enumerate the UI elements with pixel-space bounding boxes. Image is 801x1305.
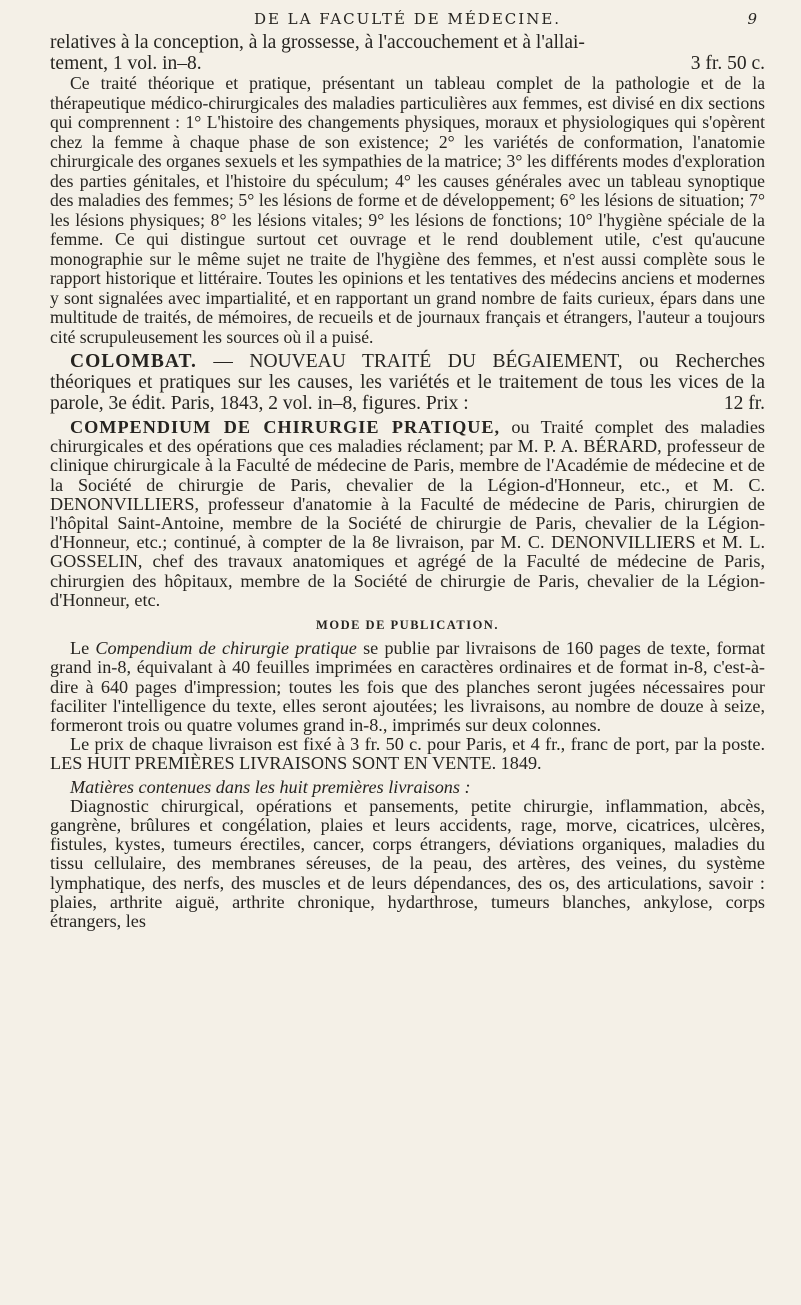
entry-intro-line1: relatives à la conception, à la grossesse, à l'accouchement et à l'allai-: [50, 32, 585, 53]
entry-colombat: [50, 351, 765, 414]
contents-list: Diagnostic chirurgical, opérations et pansements, petite chirurgie, inflammation, abcès, gangrène, brûlures et congélation, plaies et leurs accidents, rage, morve, cicatrices, ulcères, fistules, kystes, tumeurs érectiles, cancer, corps étrangers, déviations organiques, maladies du tissu cellulaire, des membranes séreuses, de la peau, des artères, des veines, du système lymphatique, des nerfs, des muscles et de leurs dépendances, des os, des articulations, savoir : plaies, arthrite aiguë, arthrite chronique, hydarthrose, tumeurs blanches, ankylose, corps étrangers, les: [50, 795, 765, 932]
price-paragraph: Le prix de chaque livraison est fixé à 3 fr. 50 c. pour Paris, et 4 fr., franc de port, par la poste. LES HUIT PREMIÈRES LIVRAISONS SONT EN VENTE. 1849.: [50, 734, 765, 774]
contents-heading: Matières contenues dans les huit premières livraisons :: [70, 776, 471, 797]
entry-price: 12 fr.: [723, 393, 765, 414]
publication-paragraph: Le Compendium de chirurgie pratique se publie par livraisons de 160 pages de texte, format grand in-8, équivalant à 40 feuilles imprimées en caractères ordinaires et de format in-8, c'est-à-dire à 640 pages d'impression; toutes les fois que des planches seront jugées nécessaires pour faciliter l'intelligence du texte, elles seront ajoutées; les livraisons, au nombre de douze à seize, formeront trois ou quatre volumes grand in-8., imprimés sur deux colonnes.: [50, 638, 765, 736]
entry-author: COLOMBAT.: [70, 351, 197, 372]
entry-description: Ce traité théorique et pratique, présentant un tableau complet de la pathologie et de la thérapeutique médico-chirurgicales des maladies particulières aux femmes, est divisé en dix sections qui comprennent : 1° L'histoire des changements physiques, moraux et physiologiques qui s'opèrent chez la femme à chaque phase de son existence; 2° les variétés de conformation, l'anatomie chirurgicale des organes sexuels et les sympathies de la matrice; 3° les différents modes d'exploration des parties génitales, et l'histoire du spéculum; 4° les causes générales avec un tableau synoptique des maladies des femmes; 5° les lésions de forme et de développement; 6° les lésions de situation; 7° les lésions physiques; 8° les lésions vitales; 9° les lésions de fonctions; 10° l'hygiène spéciale de la femme. Ce qui distingue surtout cet ouvrage et le rend doublement utile, c'est qu'aucune monographie sur le même sujet ne traite de l'hygiène des femmes, et n'est aussi complète sous le rapport historique et littéraire. Toutes les opinions et les tentatives des médecins anciens et modernes y sont signalées avec impartialité, et en rapportant un grand nombre de faits curieux, épars dans une multitude de traités, de mémoires, de recueils et de journaux français et étrangers, l'auteur a toujours cité scrupuleusement les sources où il a puisé.: [50, 73, 765, 347]
entry-price: 3 fr. 50 c.: [690, 53, 765, 74]
page-number: 9: [747, 10, 759, 28]
section-heading: MODE DE PUBLICATION.: [316, 618, 499, 633]
running-head: [50, 10, 765, 32]
entry-intro-format: tement, 1 vol. in–8.: [50, 53, 202, 74]
entry-title: COMPENDIUM DE CHIRURGIE PRATIQUE,: [70, 417, 501, 437]
running-title: DE LA FACULTÉ DE MÉDECINE.: [253, 10, 562, 28]
on-sale-notice: LES HUIT PREMIÈRES LIVRAISONS SONT EN VENTE. 1849.: [50, 753, 542, 774]
entry-intro-line2: [50, 53, 765, 74]
body-text: [50, 32, 765, 931]
work-title: Compendium de chirurgie pratique: [95, 638, 357, 659]
entry-text: — NOUVEAU TRAITÉ DU BÉGAIEMENT, ou Recherches théoriques et pratiques sur les causes, les variétés et le traitement de tous les vices de la parole, 3e édit. Paris, 1843, 2 vol. in–8, figures. Prix :: [50, 351, 765, 414]
entry-text: ou Traité complet des maladies chirurgicales et des opérations que ces maladies réclament; par M. P. A. BÉRARD, professeur de clinique chirurgicale à la Faculté de médecine de Paris, membre de l'Académie de médecine et de la Société de chirurgie de Paris, chevalier de la Légion-d'Honneur, etc., et M. C. DENONVILLIERS, professeur d'anatomie à la Faculté de médecine de Paris, chirurgien de l'hôpital Saint-Antoine, membre de la Société de chirurgie de Paris, chevalier de la Légion-d'Honneur, etc.; continué, à compter de la 8e livraison, par M. C. DENONVILLIERS et M. L. GOSSELIN, chef des travaux anatomiques et agrégé de la Faculté de médecine de Paris, chirurgien des hôpitaux, membre de la Société de chirurgie de Paris, chevalier de la Légion-d'Honneur, etc.: [50, 417, 765, 610]
entry-compendium: [50, 418, 765, 610]
